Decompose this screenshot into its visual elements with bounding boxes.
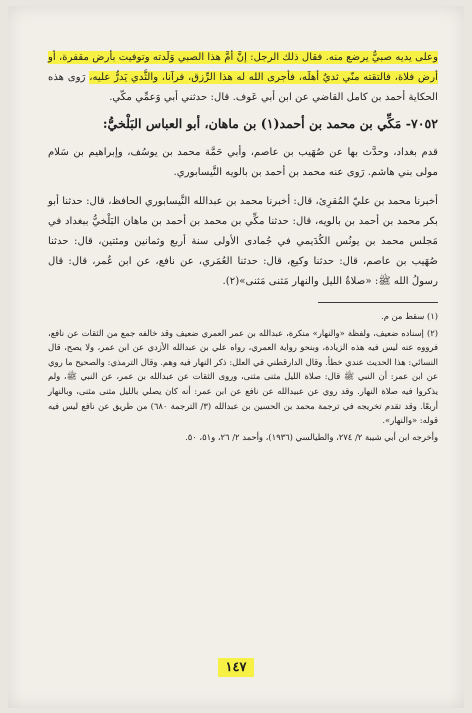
top-paragraph-rest: رَوى هذه الحكاية أحمد بن كامل القاضي عن ابن أبي عَوف. قال: حدثني أبي وَعمِّي مكّي. [48,72,438,103]
top-paragraph [48,48,438,108]
entry-biography: قدم بغداد، وحدَّث بها عن صُهَيب بن عاصم، وأبي حَمَّة محمد بن يوسُف، وإبراهيم بن سَلام مولى بني هاشم. رَوى عنه محمد بن أحمد بن بالويه النَّيسابوري. [48,147,438,178]
footnote-3: وأخرجه ابن أبي شيبة ٢/ ٢٧٤، والطيالسي (١٩٣٦)، وأحمد ٢/ ٢٦، و٥١، ٥٠. [185,431,438,442]
hadith-isnad-paragraph: أخبرنا محمد بن عليّ المُقرِئ، قال: أخبرنا محمد بن عبدالله النَّيسابوري الحافظ، قال: حدثنا أبو بكر محمد بن أحمد بن بالويه، قال: حدثنا مكِّي بن محمد بن أحمد بن ماهان البَلْخيُّ ببغداد في مَجلس محمد بن يونُس الكُدَيمي في جُمادى الأولى سنة أربع وثمانين ومئتين، قال: حدثنا صُهَيب بن عاصم، قال: حدثنا وكيع، قال: حدثنا العُمَري، عن نافع، عن ابن عُمر، قال: قال رسولُ الله ﷺ: «صلاةُ الليل والنهار مَثنى مَثنى»(٢). [48,196,438,287]
book-page [8,6,464,708]
page-number-box [8,656,464,677]
entry-heading: ٧٠٥٢- مَكِّي بن محمد بن أحمد(١) بن ماهان، أبو العباس البَلْخيُّ: [102,116,438,131]
footnote-2: (٢) إسناده ضعيف، ولفظة «والنهار» منكرة، عبدالله بن عمر العمري ضعيف وقد خالفه جمع من الثقات عن نافع، فرووه عنه ليس فيه هذه الزيادة، وبنحو رواية العمري، رواه علي بن عبدالله الأزدي عن ابن عمر، ولا يصح، قال النسائي: هذا الحديث عندي خطأ. وقال الدارقطني في العلل: ذكر النهار فيه وهم. وقال الترمذي: والصحيح ما روي عن ابن عمر: أن النبي ﷺ قال: صلاة الليل مثنى مثنى، وروى الثقات عن عبدالله بن عمر، عن النبي ﷺ، ولم يذكروا فيه صلاة النهار. وقد روي عن عبيدالله عن نافع عن ابن عمر: أنه كان يصلي بالليل مثنى مثنى، وبالنهار أربعًا. وقد تقدم تخريجه في ترجمة محمد بن الحسين بن عبدالله (٣/ الترجمة ٦٨٠) من طريق عن نافع ليس فيه قوله: «والنهار». [48,327,438,426]
page-body [48,48,438,446]
highlighted-passage: وعلى يديه صبيٌّ يرضع منه. فقال ذلك الرجل: إنَّ أمَّ هذا الصبي وَلَدته وتوفيت بأرض مقفرة، أو أرض فلاة، فالتقته منّي ثديٌ أهلَه، فأجرى الله له هذا الرِّزق، فرآنا، والثَّدي يَدرُّ عليه، [48,52,438,83]
footnotes [48,309,438,444]
footnote-separator [318,302,438,303]
footnote-1: (١) سقط من م. [381,311,438,321]
page-number: ١٤٧ [218,658,255,677]
